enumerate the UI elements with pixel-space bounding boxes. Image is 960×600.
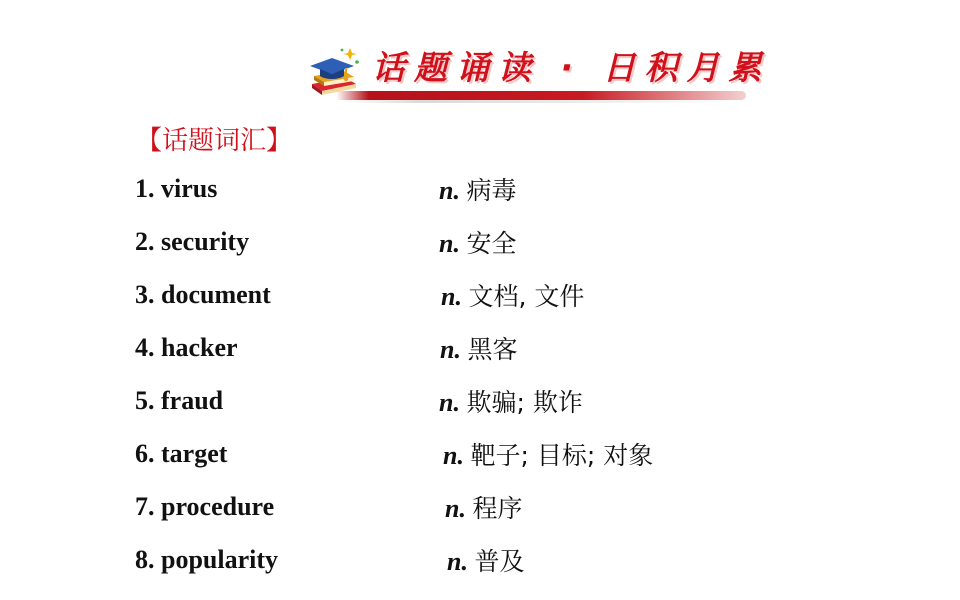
vocab-meaning: 病毒 [466,176,517,205]
vocab-definition [439,171,516,207]
part-of-speech: n. [443,441,464,470]
list-item [135,221,735,274]
part-of-speech: n. [447,547,468,576]
list-item [135,274,735,327]
vocab-list [135,168,735,592]
vocab-meaning: 欺骗; 欺诈 [466,388,583,417]
list-item [135,486,735,539]
vocab-meaning: 安全 [466,229,517,258]
list-item [135,168,735,221]
part-of-speech: n. [439,176,460,205]
title-underline-shadow [342,100,742,103]
vocab-word: 1. virus [135,174,218,203]
vocab-definition [447,542,524,578]
vocab-word: 5. fraud [135,386,224,415]
vocab-definition [440,330,517,366]
part-of-speech: n. [440,335,461,364]
vocab-word: 8. popularity [135,545,279,574]
vocab-word: 7. procedure [135,492,275,521]
vocab-meaning: 黑客 [467,335,518,364]
vocab-definition [439,224,516,260]
part-of-speech: n. [439,229,460,258]
vocab-meaning: 普及 [474,547,525,576]
part-of-speech: n. [441,282,462,311]
vocab-word: 4. hacker [135,333,238,362]
vocab-word: 3. document [135,280,271,309]
part-of-speech: n. [439,388,460,417]
list-item [135,380,735,433]
page-title: 话题诵读 · 日积月累 [372,48,771,87]
header-banner [302,38,771,106]
section-label: 【话题词汇】 [136,126,293,156]
vocab-definition [439,383,583,419]
vocab-meaning: 文档, 文件 [468,282,585,311]
vocab-meaning: 程序 [472,494,523,523]
vocab-definition [441,277,584,313]
list-item [135,433,735,486]
vocab-definition [443,436,653,472]
list-item [135,539,735,592]
list-item [135,327,735,380]
vocab-meaning: 靶子; 目标; 对象 [470,441,654,470]
part-of-speech: n. [445,494,466,523]
vocab-definition [445,489,522,525]
vocab-word: 6. target [135,439,228,468]
vocab-word: 2. security [135,227,250,256]
title-underline [336,91,746,100]
books-graduation-cap-icon [306,44,362,98]
